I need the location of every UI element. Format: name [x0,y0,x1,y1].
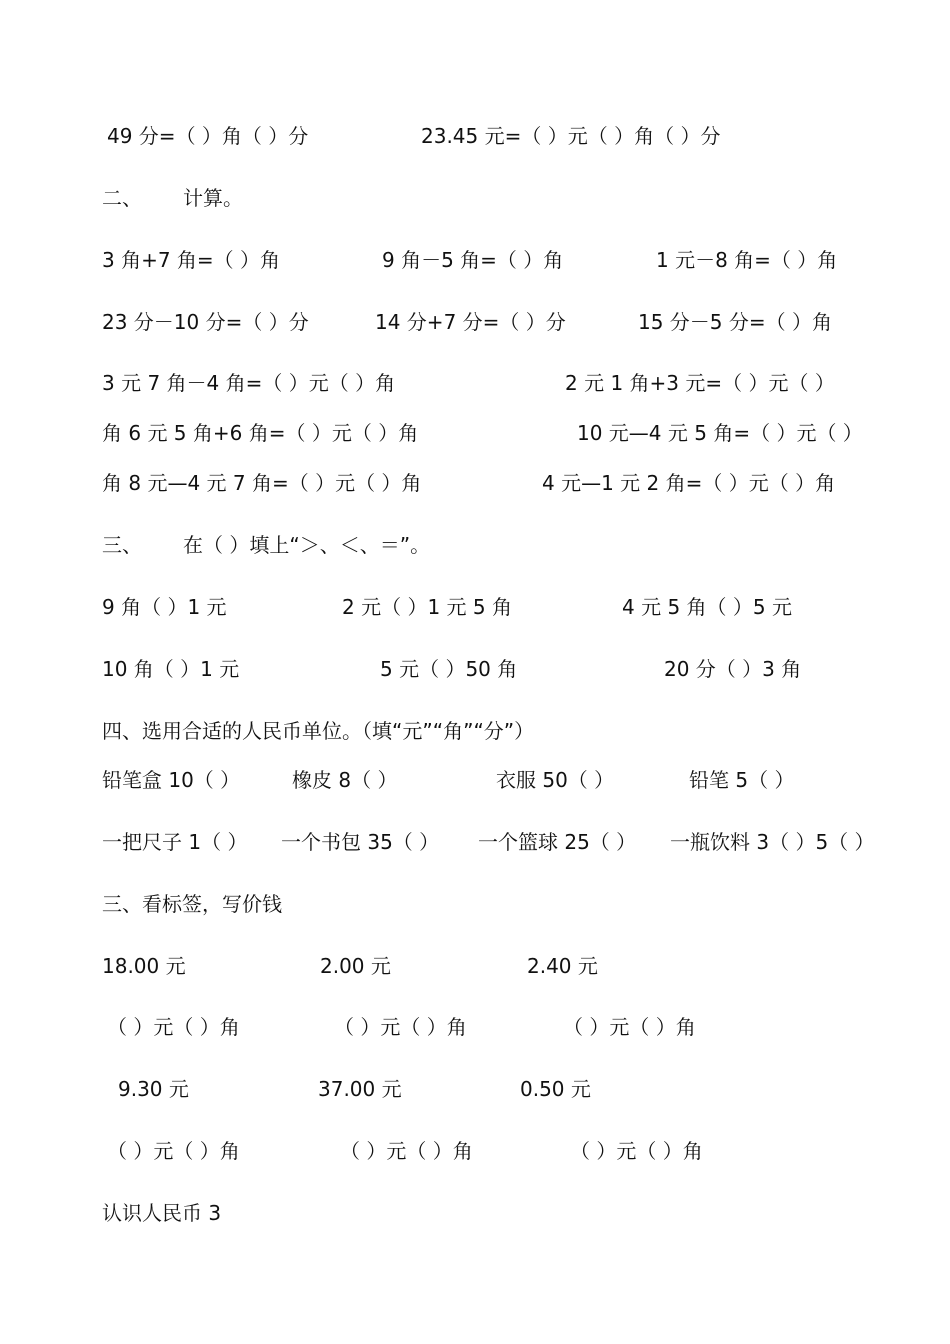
compare-item: 20 分（ ）3 角 [664,657,802,681]
calc-item: 15 分－5 分=（ ）角 [638,310,833,334]
price-row-2 [0,1074,950,1104]
section-title: 在（ ）填上“＞、＜、＝”。 [183,533,431,557]
section-number: 三、 [102,533,142,557]
section-title: 计算。 [183,186,243,210]
line-7 [0,468,950,498]
price-label: 37.00 元 [318,1077,402,1101]
exercise-23-45yuan: 23.45 元=（ ）元（ ）角（ ）分 [421,124,721,148]
calc-item: 1 元－8 角=（ ）角 [656,248,838,272]
calc-item: 4 元—1 元 2 角=（ ）元（ ）角 [542,471,836,495]
line-13 [0,827,950,857]
calc-item: 23 分－10 分=（ ）分 [102,310,309,334]
calc-item: 3 角+7 角=（ ）角 [102,248,281,272]
calc-item: 3 元 7 角－4 角=（ ）元（ ）角 [102,371,396,395]
section-number: 二、 [102,186,142,210]
unit-item: 一把尺子 1（ ） [102,830,248,854]
section-title: 四、选用合适的人民币单位。（填“元”“角”“分”） [102,719,535,743]
price-row-1 [0,951,950,981]
footer-title [0,1198,950,1228]
unit-item: 一瓶饮料 3（ ）5（ ） [670,830,875,854]
price-label: 2.40 元 [527,954,598,978]
price-answer: （ ）元（ ）角 [570,1139,703,1163]
calc-item: 角 8 元—4 元 7 角=（ ）元（ ）角 [102,471,422,495]
section-4-heading [0,716,950,746]
calc-item: 9 角－5 角=（ ）角 [382,248,564,272]
line-9 [0,592,950,622]
answer-row-2 [0,1136,950,1166]
price-answer: （ ）元（ ）角 [340,1139,473,1163]
section-title: 三、看标签，写价钱 [102,892,282,916]
unit-item: 铅笔盒 10（ ） [102,768,241,792]
document-footer: 认识人民币 3 [102,1201,222,1225]
answer-row-1 [0,1012,950,1042]
price-label: 2.00 元 [320,954,391,978]
calc-item: 14 分+7 分=（ ）分 [375,310,566,334]
line-1 [0,121,950,151]
section-5-heading [0,889,950,919]
line-3 [0,245,950,275]
unit-item: 衣服 50（ ） [496,768,615,792]
line-12 [0,765,950,795]
price-label: 0.50 元 [520,1077,591,1101]
exercise-49fen: 49 分=（ ）角（ ）分 [107,124,309,148]
price-answer: （ ）元（ ）角 [563,1015,696,1039]
calc-item: 2 元 1 角+3 元=（ ）元（ ） [565,371,835,395]
calc-item: 10 元—4 元 5 角=（ ）元（ ） [577,421,863,445]
compare-item: 9 角（ ）1 元 [102,595,227,619]
price-answer: （ ）元（ ）角 [107,1015,240,1039]
line-4 [0,307,950,337]
price-label: 18.00 元 [102,954,186,978]
section-3-heading [0,530,950,560]
compare-item: 2 元（ ）1 元 5 角 [342,595,512,619]
unit-item: 一个书包 35（ ） [281,830,440,854]
section-2-heading [0,183,950,213]
line-5 [0,368,950,398]
compare-item: 5 元（ ）50 角 [380,657,518,681]
line-6 [0,418,950,448]
compare-item: 10 角（ ）1 元 [102,657,240,681]
line-10 [0,654,950,684]
compare-item: 4 元 5 角（ ）5 元 [622,595,792,619]
price-label: 9.30 元 [118,1077,189,1101]
unit-item: 一个篮球 25（ ） [478,830,637,854]
price-answer: （ ）元（ ）角 [107,1139,240,1163]
unit-item: 铅笔 5（ ） [689,768,795,792]
unit-item: 橡皮 8（ ） [292,768,398,792]
calc-item: 角 6 元 5 角+6 角=（ ）元（ ）角 [102,421,419,445]
price-answer: （ ）元（ ）角 [334,1015,467,1039]
